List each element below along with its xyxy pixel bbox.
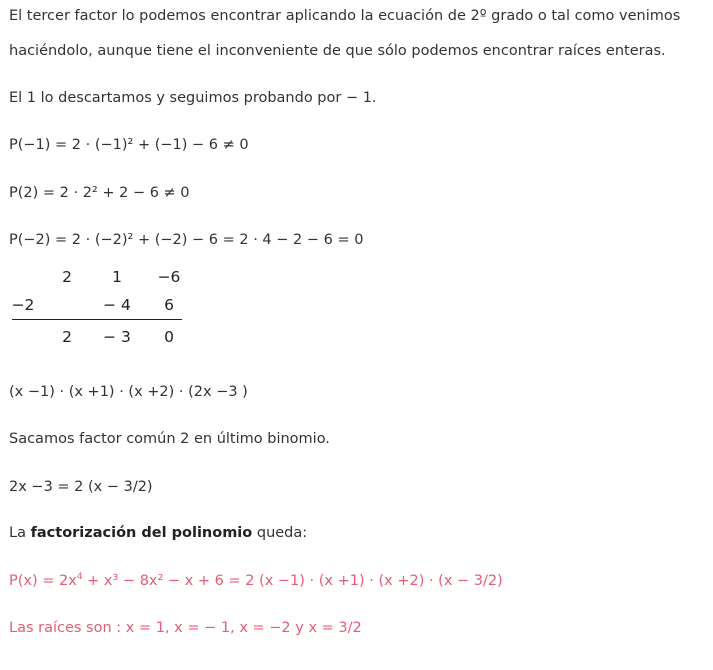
ruffini-product: 6 [164,296,174,314]
ruffini-coefficient: −6 [157,268,181,286]
ruffini-result: 0 [164,328,174,346]
final-factorization [9,571,503,591]
paragraph-discard-one: El 1 lo descartamos y seguimos probando por − 1. [9,90,377,106]
binomial-factorization: 2x −3 = 2 (x − 3/2) [9,479,153,495]
ruffini-result: − 3 [103,328,131,346]
paragraph-common-factor: Sacamos factor común 2 en último binomio. [9,431,330,447]
ruffini-divisor: −2 [11,296,35,314]
ruffini-divider-line [12,319,182,320]
paragraph-intro-line1: El tercer factor lo podemos encontrar aplicando la ecuación de 2º grado o tal como venimos [9,8,681,24]
evaluation-p-two: P(2) = 2 · 2² + 2 − 6 ≠ 0 [9,185,190,201]
ruffini-table [9,262,199,352]
paragraph-intro-line2: haciéndolo, aunque tiene el inconveniente de que sólo podemos encontrar raíces enteras. [9,43,666,59]
ruffini-product: − 4 [103,296,131,314]
conclusion-suffix: queda: [252,525,308,541]
evaluation-p-minus-one: P(−1) = 2 · (−1)² + (−1) − 6 ≠ 0 [9,137,249,153]
conclusion-bold-term: factorización del polinomio [30,525,253,541]
final-factorization-start: P(x) = 2x [9,573,77,589]
ruffini-coefficient: 2 [62,268,72,286]
ruffini-result: 2 [62,328,72,346]
final-factorization-rest: + x³ − 8x² − x + 6 = 2 (x −1) · (x +1) · (x +2) · (x − 3/2) [82,573,503,589]
evaluation-p-minus-two: P(−2) = 2 · (−2)² + (−2) − 6 = 2 · 4 − 2 − 6 = 0 [9,232,364,248]
paragraph-conclusion [9,523,307,543]
final-factorization-exponent: 4 [76,572,83,582]
ruffini-coefficient: 1 [112,268,122,286]
conclusion-prefix: La [9,525,31,541]
roots-statement: Las raíces son : x = 1, x = − 1, x = −2 y x = 3/2 [9,620,362,636]
factored-expression: (x −1) · (x +1) · (x +2) · (2x −3 ) [9,384,248,400]
